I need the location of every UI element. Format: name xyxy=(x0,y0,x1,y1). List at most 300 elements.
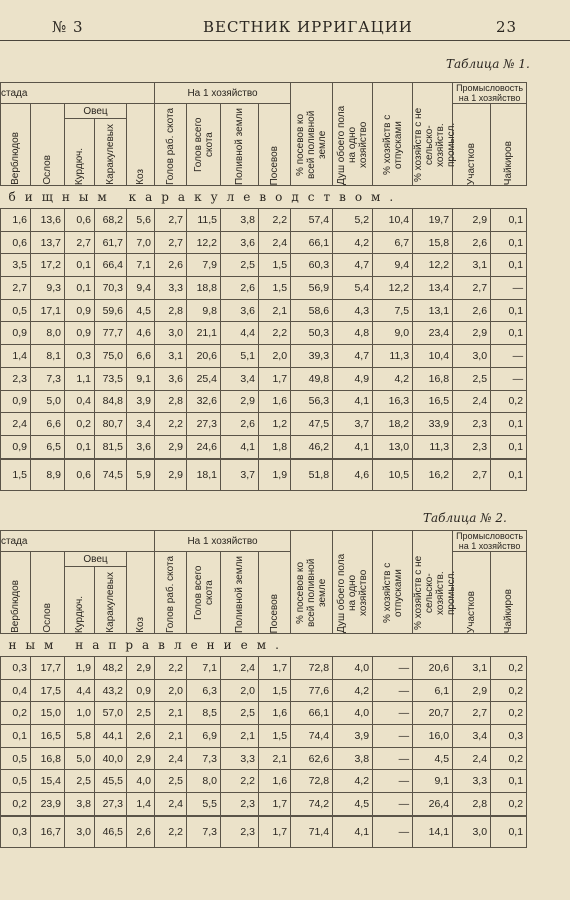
table-cell: 1,5 xyxy=(259,679,291,702)
table-cell: — xyxy=(373,657,413,680)
table-cell: 0,1 xyxy=(491,231,527,254)
table-row xyxy=(1,435,527,458)
table-row xyxy=(1,702,527,725)
table-cell: 2,7 xyxy=(155,231,187,254)
table-cell: 2,9 xyxy=(221,390,259,413)
table-cell: 10,4 xyxy=(373,209,413,232)
total-cell: 2,7 xyxy=(453,459,491,491)
table-cell: 4,8 xyxy=(333,322,373,345)
table-cell: 50,3 xyxy=(291,322,333,345)
table-cell: 4,7 xyxy=(333,254,373,277)
table-cell: 23,9 xyxy=(31,793,65,816)
subgroup-ovec: Овец xyxy=(65,104,127,119)
table-cell: 4,1 xyxy=(333,390,373,413)
table-cell: 3,1 xyxy=(453,254,491,277)
table-cell: 4,5 xyxy=(127,299,155,322)
table-cell: 2,4 xyxy=(221,657,259,680)
col-oslov: Ослов xyxy=(42,155,53,185)
col-kurdyuch: Курдюч. xyxy=(74,147,85,185)
table-cell: 0,1 xyxy=(491,209,527,232)
table-cell: 2,9 xyxy=(453,679,491,702)
table-cell: 12,2 xyxy=(373,277,413,300)
table-cell: 39,3 xyxy=(291,345,333,368)
table-cell: 72,8 xyxy=(291,657,333,680)
table-cell: 0,1 xyxy=(491,435,527,458)
table-cell: 13,1 xyxy=(413,299,453,322)
table-cell: 0,1 xyxy=(491,770,527,793)
table-cell: 13,4 xyxy=(413,277,453,300)
table-cell: 12,2 xyxy=(413,254,453,277)
table-cell: 0,2 xyxy=(491,702,527,725)
col-koz: Коз xyxy=(135,169,146,185)
table-cell: 20,6 xyxy=(413,657,453,680)
total-cell: 2,9 xyxy=(155,459,187,491)
table-cell: 12,2 xyxy=(187,231,221,254)
table-cell: 47,5 xyxy=(291,413,333,436)
table-cell: 60,3 xyxy=(291,254,333,277)
table-cell: 2,9 xyxy=(155,435,187,458)
table-cell: 0,2 xyxy=(1,793,31,816)
col-karakul: Каракулевых xyxy=(105,124,116,185)
table-cell: 15,8 xyxy=(413,231,453,254)
subgroup-ovec-2: Овец xyxy=(65,552,127,567)
total-cell: 0,3 xyxy=(1,816,31,848)
table-cell: — xyxy=(491,345,527,368)
table-cell: 0,2 xyxy=(491,747,527,770)
table-cell: 0,1 xyxy=(491,254,527,277)
table-cell: 4,4 xyxy=(221,322,259,345)
table-cell: 7,3 xyxy=(187,747,221,770)
table-cell: 74,2 xyxy=(291,793,333,816)
table-cell: 2,2 xyxy=(259,209,291,232)
table-cell: 3,6 xyxy=(221,299,259,322)
table-cell: 3,8 xyxy=(221,209,259,232)
table-cell: 2,9 xyxy=(453,322,491,345)
table-2-label: Таблица № 2. xyxy=(423,511,507,525)
col-nesel-2: % хозяйств с не сельско-хозяйств. промысл. xyxy=(413,555,458,631)
table-cell: 5,0 xyxy=(65,747,95,770)
table-cell: 7,1 xyxy=(127,254,155,277)
table-cell: 3,0 xyxy=(453,345,491,368)
table-cell: 11,3 xyxy=(373,345,413,368)
total-row xyxy=(1,459,527,491)
table-cell: 9,4 xyxy=(127,277,155,300)
table-cell: 3,5 xyxy=(1,254,31,277)
table-cell: 2,9 xyxy=(453,209,491,232)
table-cell: 16,5 xyxy=(31,725,65,748)
total-cell: 1,5 xyxy=(1,459,31,491)
table-cell: 13,6 xyxy=(31,209,65,232)
table-cell: 2,0 xyxy=(259,345,291,368)
table-cell: 2,5 xyxy=(453,367,491,390)
group-per-farm-2: На 1 хозяйство xyxy=(155,531,291,552)
table-cell: 4,2 xyxy=(333,770,373,793)
table-cell: 2,0 xyxy=(221,679,259,702)
table-cell: 40,0 xyxy=(95,747,127,770)
table-cell: 5,8 xyxy=(65,725,95,748)
table-cell: 9,4 xyxy=(373,254,413,277)
total-cell: 14,1 xyxy=(413,816,453,848)
table-cell: 4,0 xyxy=(127,770,155,793)
table-cell: 0,6 xyxy=(1,231,31,254)
col-chaykirov: Чайкиров xyxy=(503,140,515,185)
table-row xyxy=(1,367,527,390)
table-1-section-title: бищным каракулеводством. xyxy=(8,190,403,204)
table-cell: 2,9 xyxy=(127,657,155,680)
table-row xyxy=(1,209,527,232)
table-cell: 66,1 xyxy=(291,231,333,254)
total-cell: 1,7 xyxy=(259,816,291,848)
table-cell: 5,2 xyxy=(333,209,373,232)
group-stada: стада xyxy=(1,83,155,104)
table-cell: 16,3 xyxy=(373,390,413,413)
table-cell: 5,5 xyxy=(187,793,221,816)
table-cell: 1,6 xyxy=(259,702,291,725)
col-golov-rab: Голов раб. скота xyxy=(165,108,177,185)
table-cell: 3,9 xyxy=(127,390,155,413)
table-cell: 18,8 xyxy=(187,277,221,300)
table-cell: — xyxy=(373,702,413,725)
table-cell: 6,7 xyxy=(373,231,413,254)
table-cell: 1,7 xyxy=(259,657,291,680)
table-cell: 77,7 xyxy=(95,322,127,345)
table-cell: 3,3 xyxy=(155,277,187,300)
table-cell: 2,1 xyxy=(221,725,259,748)
table-cell: 0,2 xyxy=(491,657,527,680)
table-cell: 3,6 xyxy=(127,435,155,458)
table-cell: 77,6 xyxy=(291,679,333,702)
total-row xyxy=(1,816,527,848)
table-cell: 20,7 xyxy=(413,702,453,725)
table-row xyxy=(1,254,527,277)
table-cell: 2,5 xyxy=(127,702,155,725)
table-cell: 3,8 xyxy=(333,747,373,770)
table-cell: 48,2 xyxy=(95,657,127,680)
page-number: 23 xyxy=(496,18,518,36)
table-cell: 20,6 xyxy=(187,345,221,368)
table-cell: 18,2 xyxy=(373,413,413,436)
table-cell: 17,1 xyxy=(31,299,65,322)
table-cell: — xyxy=(373,725,413,748)
table-cell: 2,6 xyxy=(221,413,259,436)
col-golov-vse-2: Голов всего скота xyxy=(192,565,215,621)
table-row xyxy=(1,322,527,345)
table-cell: 1,4 xyxy=(127,793,155,816)
col-pct-posevov: % посевов ко всей поливной земле xyxy=(295,110,329,180)
table-cell: 15,0 xyxy=(31,702,65,725)
table-cell: 0,9 xyxy=(1,322,31,345)
table-cell: 32,6 xyxy=(187,390,221,413)
table-row xyxy=(1,725,527,748)
table-cell: 8,0 xyxy=(187,770,221,793)
table-cell: 8,5 xyxy=(187,702,221,725)
table-cell: 6,6 xyxy=(127,345,155,368)
table-cell: 1,8 xyxy=(259,435,291,458)
table-cell: 2,7 xyxy=(453,277,491,300)
table-cell: 2,5 xyxy=(221,254,259,277)
table-row xyxy=(1,413,527,436)
table-cell: 2,4 xyxy=(259,231,291,254)
table-cell: 0,1 xyxy=(1,725,31,748)
table-cell: 0,2 xyxy=(65,413,95,436)
col-otpusk-2: % хозяйств с отпусками xyxy=(381,562,404,624)
table-cell: 0,9 xyxy=(65,299,95,322)
col-polivnoy-2: Поливной земли xyxy=(234,555,246,633)
table-cell: 0,2 xyxy=(491,390,527,413)
table-cell: 3,3 xyxy=(221,747,259,770)
table-cell: 8,1 xyxy=(31,345,65,368)
table-cell: 3,7 xyxy=(333,413,373,436)
table-cell: 24,6 xyxy=(187,435,221,458)
table-cell: 3,8 xyxy=(65,793,95,816)
table-cell: 33,9 xyxy=(413,413,453,436)
table-cell: 2,2 xyxy=(221,770,259,793)
col-posevov-2: Посевов xyxy=(269,593,281,633)
col-uchastkov-2: Участков xyxy=(466,590,478,633)
col-golov-vse: Голов всего скота xyxy=(192,117,215,173)
total-cell: 3,7 xyxy=(221,459,259,491)
table-cell: 2,0 xyxy=(155,679,187,702)
table-cell: 2,5 xyxy=(155,770,187,793)
total-cell: 0,1 xyxy=(491,459,527,491)
table-cell: 25,4 xyxy=(187,367,221,390)
table-cell: 2,4 xyxy=(453,390,491,413)
table-cell: 2,3 xyxy=(453,413,491,436)
table-cell: 27,3 xyxy=(95,793,127,816)
table-cell: 0,5 xyxy=(1,299,31,322)
table-cell: 72,8 xyxy=(291,770,333,793)
total-cell: 0,1 xyxy=(491,816,527,848)
total-cell: 8,9 xyxy=(31,459,65,491)
col-verblyudov: Верблюдов xyxy=(10,132,21,185)
table-cell: 81,5 xyxy=(95,435,127,458)
table-cell: 2,6 xyxy=(155,254,187,277)
table-cell: 2,1 xyxy=(259,299,291,322)
table-cell: 0,2 xyxy=(1,702,31,725)
table-cell: 11,3 xyxy=(413,435,453,458)
total-cell: 16,2 xyxy=(413,459,453,491)
table-cell: 49,8 xyxy=(291,367,333,390)
table-row xyxy=(1,277,527,300)
table-cell: 16,8 xyxy=(413,367,453,390)
col-koz-2: Коз xyxy=(135,617,146,633)
table-row xyxy=(1,679,527,702)
table-cell: 2,8 xyxy=(155,299,187,322)
table-cell: 7,1 xyxy=(187,657,221,680)
table-cell: 57,0 xyxy=(95,702,127,725)
table-cell: 4,0 xyxy=(333,657,373,680)
table-cell: 10,4 xyxy=(413,345,453,368)
table-cell: 43,2 xyxy=(95,679,127,702)
total-cell: 18,1 xyxy=(187,459,221,491)
table-cell: 73,5 xyxy=(95,367,127,390)
table-cell: 3,3 xyxy=(453,770,491,793)
table-cell: 2,4 xyxy=(155,793,187,816)
group-stada-2: стада xyxy=(1,531,155,552)
table-cell: 9,1 xyxy=(413,770,453,793)
table-cell: 1,5 xyxy=(259,725,291,748)
table-row xyxy=(1,747,527,770)
table-cell: 4,2 xyxy=(373,367,413,390)
table-cell: 6,1 xyxy=(413,679,453,702)
table-cell: 17,5 xyxy=(31,679,65,702)
table-cell: 6,3 xyxy=(187,679,221,702)
total-cell: 16,7 xyxy=(31,816,65,848)
table-cell: 2,1 xyxy=(155,702,187,725)
total-cell: 0,6 xyxy=(65,459,95,491)
table-cell: 2,4 xyxy=(155,747,187,770)
table-cell: 1,6 xyxy=(1,209,31,232)
col-oslov-2: Ослов xyxy=(42,603,53,633)
col-golov-rab-2: Голов раб. скота xyxy=(165,556,177,633)
table-cell: 2,3 xyxy=(453,435,491,458)
table-cell: 3,9 xyxy=(333,725,373,748)
table-cell: 27,3 xyxy=(187,413,221,436)
table-cell: 3,4 xyxy=(127,413,155,436)
table-cell: 0,5 xyxy=(1,747,31,770)
table-cell: 3,4 xyxy=(221,367,259,390)
table-cell: 2,5 xyxy=(65,770,95,793)
col-dush: Душ обоего пола на одно хозяйство xyxy=(336,105,370,185)
table-cell: 2,2 xyxy=(259,322,291,345)
table-cell: 66,4 xyxy=(95,254,127,277)
table-cell: 5,1 xyxy=(221,345,259,368)
table-cell: 45,5 xyxy=(95,770,127,793)
table-cell: 11,5 xyxy=(187,209,221,232)
table-cell: 6,5 xyxy=(31,435,65,458)
total-cell: 4,6 xyxy=(333,459,373,491)
table-cell: 46,2 xyxy=(291,435,333,458)
table-cell: 1,6 xyxy=(259,770,291,793)
table-cell: 80,7 xyxy=(95,413,127,436)
table-cell: 5,4 xyxy=(333,277,373,300)
table-cell: 4,4 xyxy=(65,679,95,702)
table-row xyxy=(1,770,527,793)
table-cell: 61,7 xyxy=(95,231,127,254)
table-cell: 4,1 xyxy=(221,435,259,458)
table-cell: 2,1 xyxy=(259,747,291,770)
table-cell: 56,9 xyxy=(291,277,333,300)
table-cell: 2,8 xyxy=(453,793,491,816)
table-cell: 2,4 xyxy=(453,747,491,770)
total-cell: 71,4 xyxy=(291,816,333,848)
table-cell: 8,0 xyxy=(31,322,65,345)
table-cell: 2,3 xyxy=(221,793,259,816)
table-cell: 7,3 xyxy=(31,367,65,390)
table-cell: 57,4 xyxy=(291,209,333,232)
total-cell: 7,3 xyxy=(187,816,221,848)
total-cell: 10,5 xyxy=(373,459,413,491)
table-cell: 2,8 xyxy=(155,390,187,413)
total-cell: 2,3 xyxy=(221,816,259,848)
table-cell: 4,0 xyxy=(333,702,373,725)
table-cell: — xyxy=(373,793,413,816)
table-cell: 59,6 xyxy=(95,299,127,322)
table-cell: — xyxy=(373,679,413,702)
table-cell: 5,6 xyxy=(127,209,155,232)
table-cell: 17,7 xyxy=(31,657,65,680)
table-cell: 1,6 xyxy=(259,390,291,413)
table-cell: 4,9 xyxy=(333,367,373,390)
table-cell: — xyxy=(373,747,413,770)
table-cell: 62,6 xyxy=(291,747,333,770)
table-cell: 1,0 xyxy=(65,702,95,725)
table-cell: 2,6 xyxy=(127,725,155,748)
issue-number: № 3 xyxy=(52,18,84,36)
table-cell: 3,1 xyxy=(453,657,491,680)
total-cell: 4,1 xyxy=(333,816,373,848)
table-cell: 9,3 xyxy=(31,277,65,300)
table-cell: 13,0 xyxy=(373,435,413,458)
table-cell: 0,2 xyxy=(491,679,527,702)
col-kurdyuch-2: Курдюч. xyxy=(74,595,85,633)
table-cell: 0,4 xyxy=(65,390,95,413)
table-cell: 1,5 xyxy=(259,254,291,277)
table-cell: 75,0 xyxy=(95,345,127,368)
table-cell: 0,3 xyxy=(491,725,527,748)
table-cell: 1,5 xyxy=(259,277,291,300)
table-cell: — xyxy=(491,367,527,390)
table-cell: 0,4 xyxy=(1,679,31,702)
total-cell: 51,8 xyxy=(291,459,333,491)
table-cell: 2,2 xyxy=(155,657,187,680)
total-cell: 2,2 xyxy=(155,816,187,848)
col-pct-posevov-2: % посевов ко всей поливной земле xyxy=(295,558,329,628)
table-cell: 4,7 xyxy=(333,345,373,368)
total-cell: 74,5 xyxy=(95,459,127,491)
col-uchastkov: Участков xyxy=(466,142,478,185)
total-cell: 1,9 xyxy=(259,459,291,491)
table-cell: 70,3 xyxy=(95,277,127,300)
table-cell: 6,6 xyxy=(31,413,65,436)
table-cell: 16,8 xyxy=(31,747,65,770)
total-cell: — xyxy=(373,816,413,848)
page-header xyxy=(0,18,570,41)
table-cell: 1,2 xyxy=(259,413,291,436)
table-cell: 3,6 xyxy=(155,367,187,390)
table-cell: 4,3 xyxy=(333,299,373,322)
table-cell: 0,1 xyxy=(65,277,95,300)
table-cell: 0,9 xyxy=(1,390,31,413)
table-cell: 2,9 xyxy=(127,747,155,770)
table-cell: 0,9 xyxy=(65,322,95,345)
table-cell: 1,7 xyxy=(259,367,291,390)
col-verblyudov-2: Верблюдов xyxy=(10,580,21,633)
table-cell: 16,0 xyxy=(413,725,453,748)
table-cell: 3,1 xyxy=(155,345,187,368)
table-cell: 9,1 xyxy=(127,367,155,390)
col-dush-2: Душ обоего пола на одно хозяйство xyxy=(336,553,370,633)
table-cell: 0,1 xyxy=(491,322,527,345)
table-cell: 2,7 xyxy=(65,231,95,254)
table-cell: 4,5 xyxy=(333,793,373,816)
table-cell: 16,5 xyxy=(413,390,453,413)
table-cell: 1,7 xyxy=(259,793,291,816)
table-cell: 2,5 xyxy=(221,702,259,725)
table-cell: 0,6 xyxy=(65,209,95,232)
col-nesel: % хозяйств с не сельско-хозяйств. промысл. xyxy=(413,107,458,183)
total-cell: 2,6 xyxy=(127,816,155,848)
table-cell: 0,9 xyxy=(1,435,31,458)
table-cell: 4,5 xyxy=(413,747,453,770)
table-cell: — xyxy=(491,277,527,300)
table-cell: 7,5 xyxy=(373,299,413,322)
table-cell: 3,4 xyxy=(453,725,491,748)
table-cell: 68,2 xyxy=(95,209,127,232)
table-cell: 23,4 xyxy=(413,322,453,345)
table-cell: 4,2 xyxy=(333,231,373,254)
total-cell: 3,0 xyxy=(65,816,95,848)
